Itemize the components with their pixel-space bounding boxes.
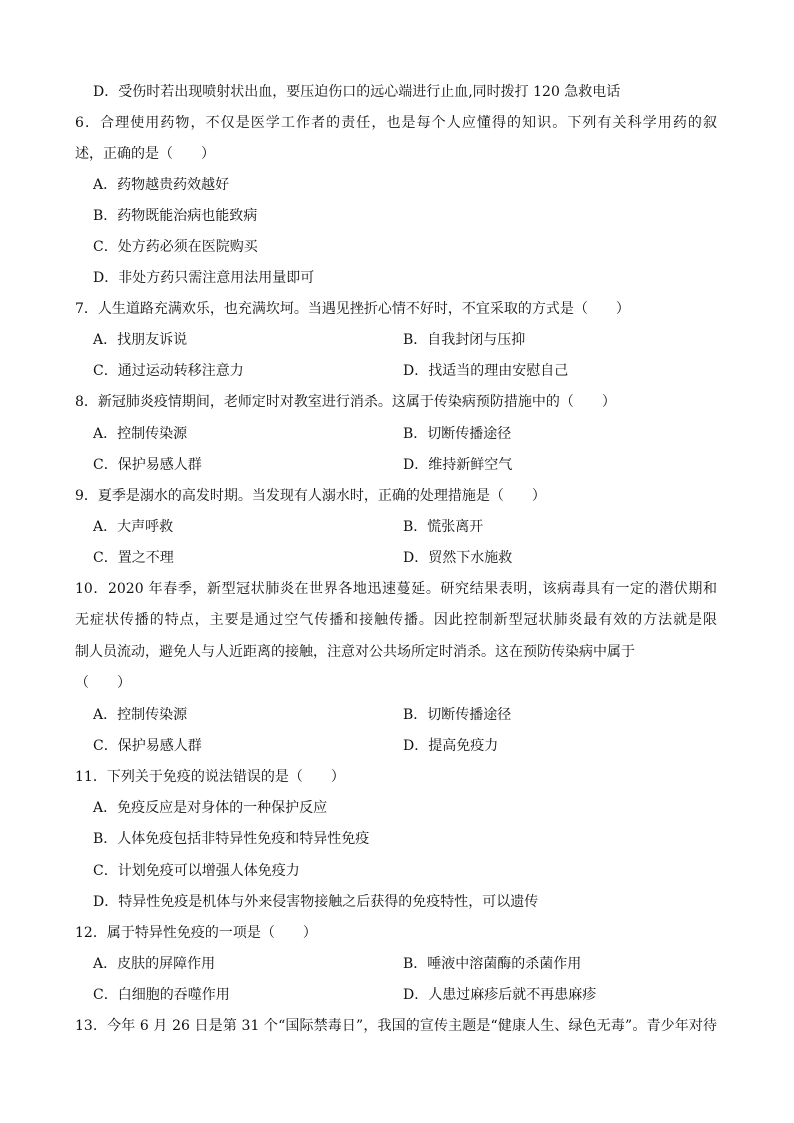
q10-option-d: D．提高免疫力 [403,738,499,754]
q7-option-d: D．找适当的理由安慰自己 [403,363,569,379]
q10-stem-line-1: 10．2020 年春季，新型冠状肺炎在世界各地迅速蔓延。研究结果表明，该病毒具有一定的潜伏期和 [75,581,717,597]
q5-option-d: D．受伤时若出现喷射状出血，要压迫伤口的远心端进行止血,同时拨打 120 急救电话 [93,84,621,100]
q9-option-b: B．慌张离开 [403,519,484,535]
q12-option-b: B．唾液中溶菌酶的杀菌作用 [403,956,582,972]
q9-option-a: A．大声呼救 [93,519,174,535]
q11-stem: 11．下列关于免疫的说法错误的是（ ） [75,769,345,785]
q10-stem-line-2: 无症状传播的特点，主要是通过空气传播和接触传播。因此控制新型冠状肺炎最有效的方法就是限 [75,612,717,628]
q7-option-c: C．通过运动转移注意力 [93,363,244,379]
q7-option-a: A．找朋友诉说 [93,332,188,348]
q12-option-a: A．皮肤的屏障作用 [93,956,216,972]
q8-option-b: B．切断传播途径 [403,426,512,442]
q7-option-b: B．自我封闭与压抑 [403,332,526,348]
q12-stem: 12．属于特异性免疫的一项是（ ） [75,925,317,941]
q6-stem-line-2: 述，正确的是（ ） [75,146,215,162]
q7-stem: 7．人生道路充满欢乐，也充满坎坷。当遇见挫折心情不好时，不宜采取的方式是（ ） [75,301,630,317]
q8-option-c: C．保护易感人群 [93,457,202,473]
q8-option-d: D．维持新鲜空气 [403,457,513,473]
q11-option-c: C．计划免疫可以增强人体免疫力 [93,863,300,879]
q10-option-c: C．保护易感人群 [93,738,202,754]
q6-option-c: C．处方药必须在医院购买 [93,239,258,255]
q9-option-c: C．置之不理 [93,550,174,566]
q13-stem-line-1: 13．今年 6 月 26 日是第 31 个“国际禁毒日”，我国的宣传主题是“健康人生、绿色无毒”。青少年对待 [75,1018,717,1034]
q6-option-a: A．药物越贵药效越好 [93,177,230,193]
q6-stem-line-1: 6．合理使用药物，不仅是医学工作者的责任，也是每个人应懂得的知识。下列有关科学用药的叙 [75,115,717,131]
q6-option-d: D．非处方药只需注意用法用量即可 [93,270,315,286]
q11-option-d: D．特异性免疫是机体与外来侵害物接触之后获得的免疫特性，可以遗传 [93,894,539,910]
q10-stem-line-3: 制人员流动，避免人与人近距离的接触，注意对公共场所定时消杀。这在预防传染病中属于 [75,644,635,660]
q8-stem: 8．新冠肺炎疫情期间，老师定时对教室进行消杀。这属于传染病预防措施中的（ ） [75,394,616,410]
q8-option-a: A．控制传染源 [93,426,188,442]
q12-option-d: D．人患过麻疹后就不再患麻疹 [403,987,597,1003]
q10-option-a: A．控制传染源 [93,707,188,723]
q10-option-b: B．切断传播途径 [403,707,512,723]
q9-stem: 9．夏季是溺水的高发时期。当发现有人溺水时，正确的处理措施是（ ） [75,488,546,504]
q6-option-b: B．药物既能治病也能致病 [93,208,258,224]
q11-option-b: B．人体免疫包括非特异性免疫和特异性免疫 [93,831,370,847]
q11-option-a: A．免疫反应是对身体的一种保护反应 [93,800,328,816]
q9-option-d: D．贸然下水施救 [403,550,513,566]
q12-option-c: C．白细胞的吞噬作用 [93,987,230,1003]
q10-stem-line-4: （ ） [75,675,131,691]
